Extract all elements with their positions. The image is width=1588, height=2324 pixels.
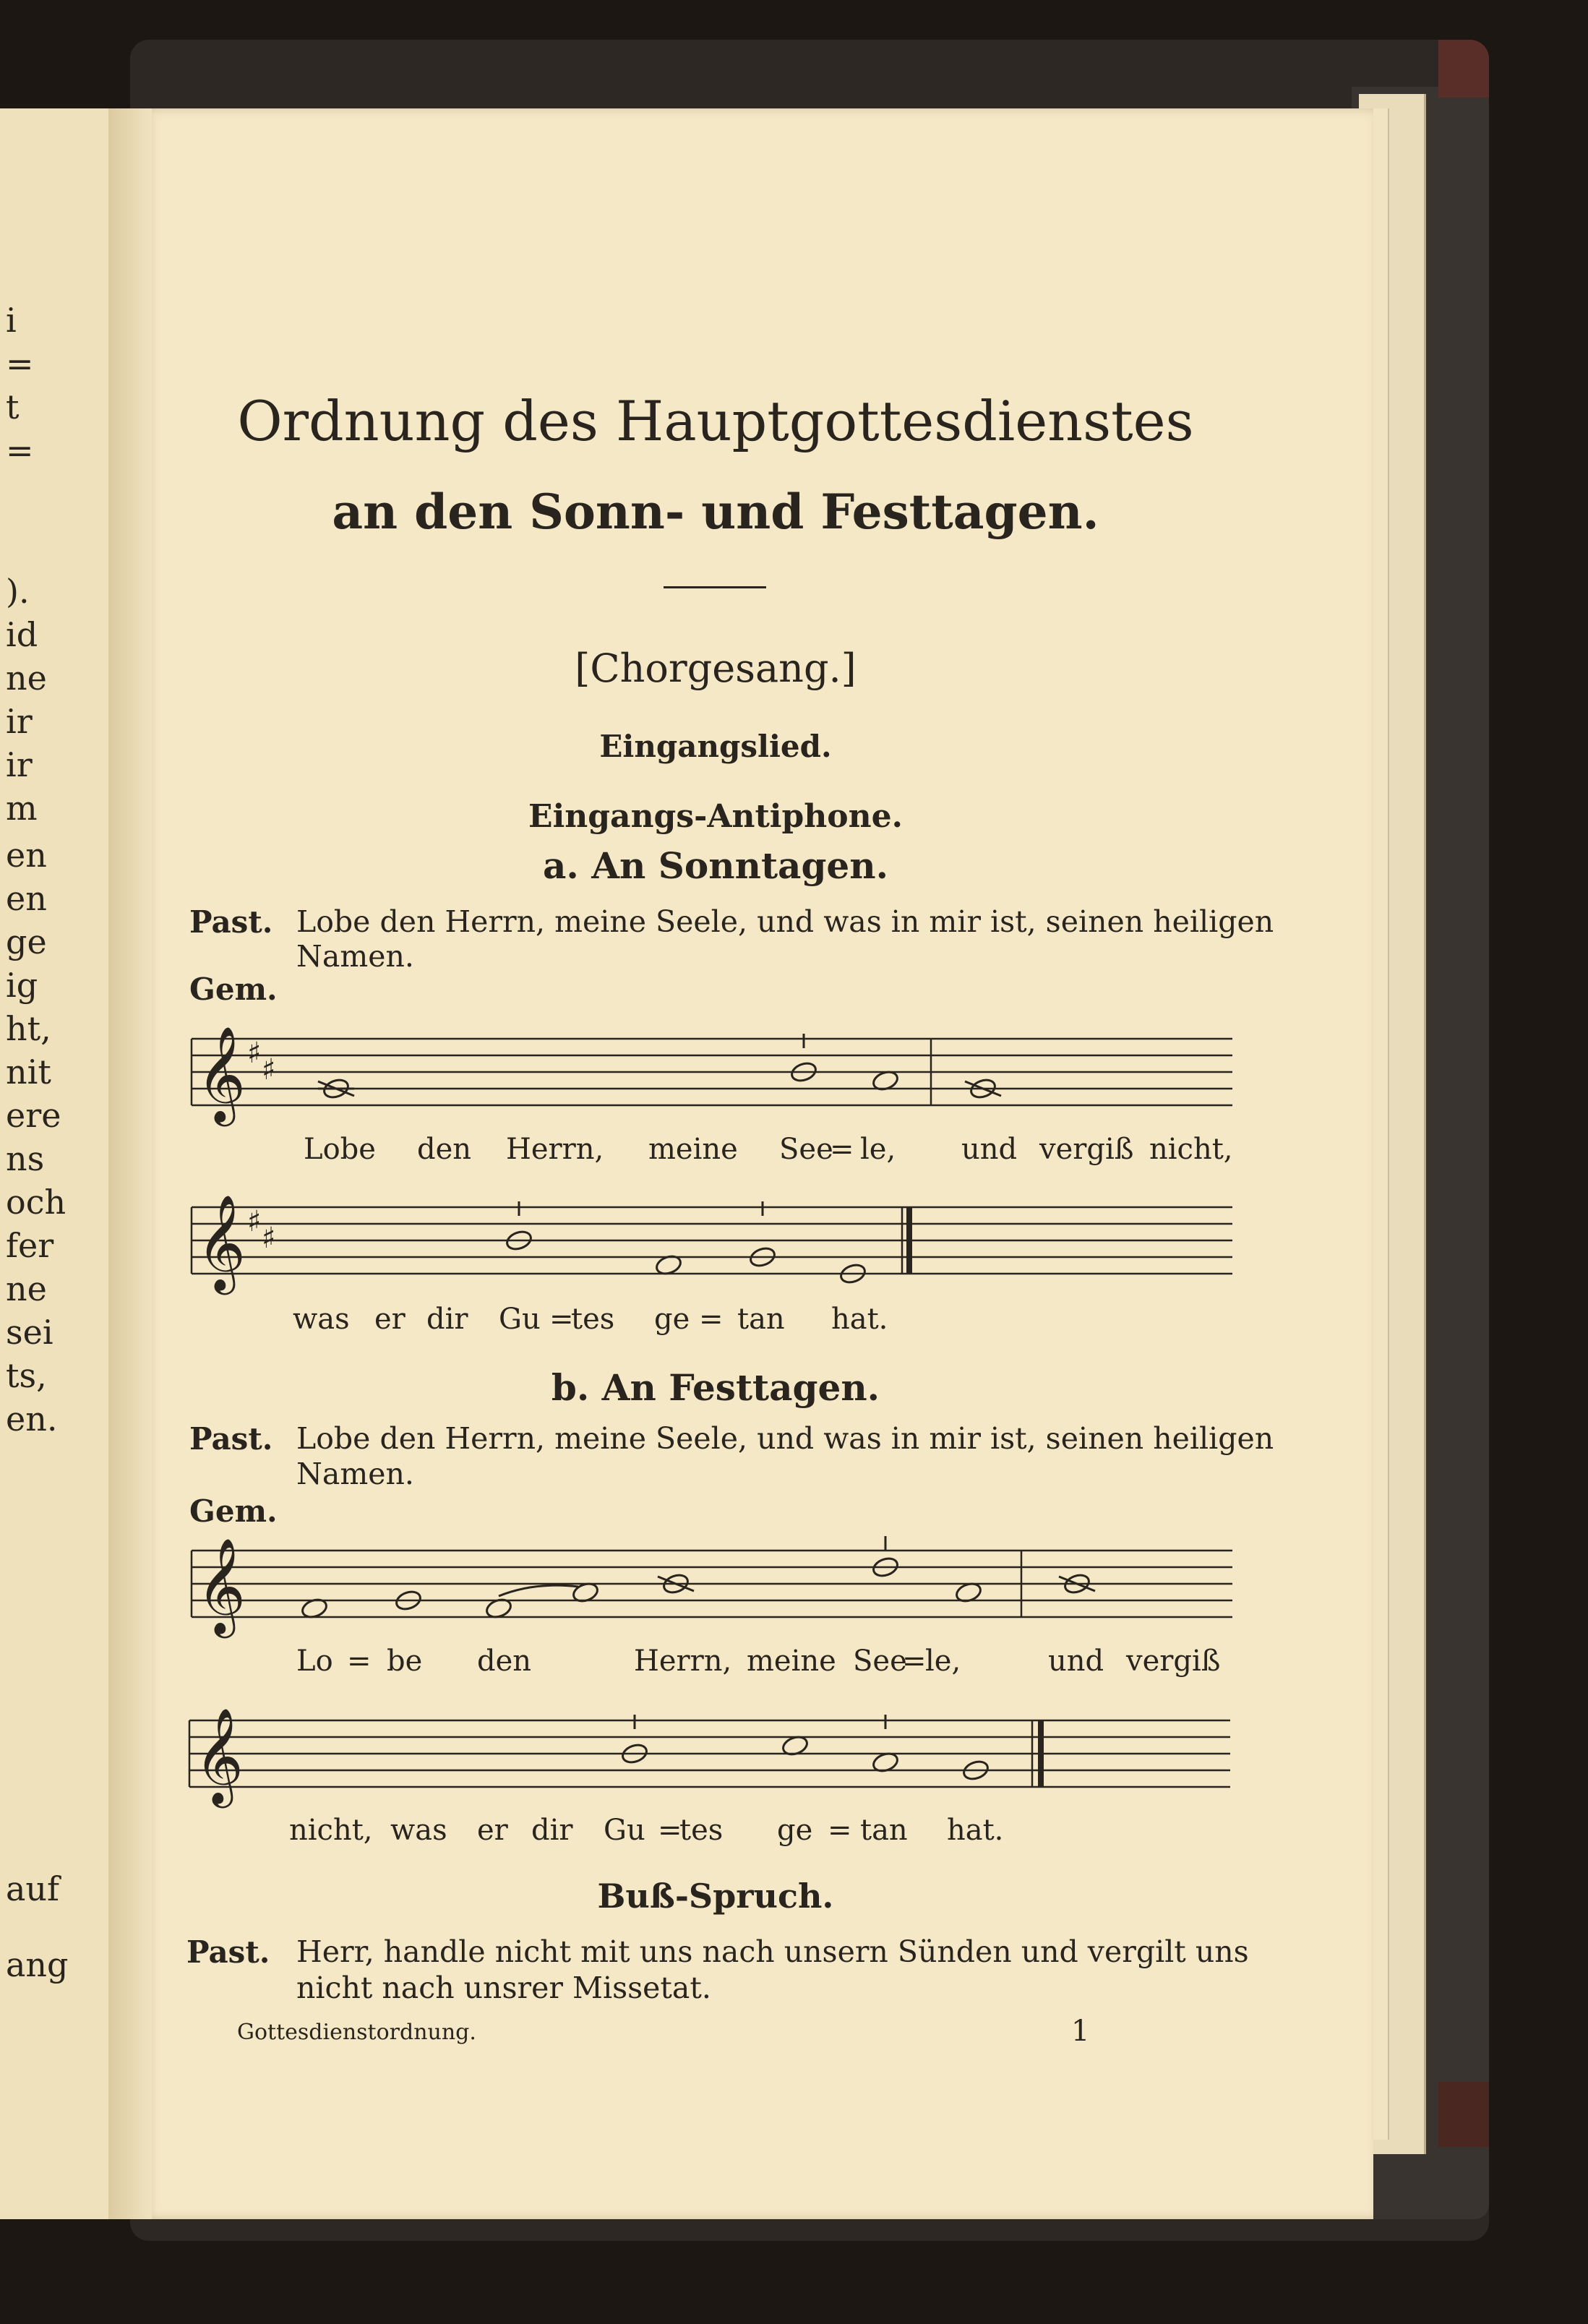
pastor-text-line: Namen. [296,1457,414,1491]
footer-signature: Gottesdienstordnung. [237,2020,476,2045]
left-page-fragment: ne [6,659,47,698]
lyric-syllable: tan [737,1303,785,1336]
lyric-syllable: = [699,1303,724,1336]
lyric-syllable: = [549,1303,574,1336]
left-page-fragment: ir [6,702,33,741]
left-page-fragment: och [6,1183,66,1222]
lyric-syllable: le, [925,1645,961,1678]
left-page-fragment: ang [6,1945,69,1984]
left-page-fragment: ts, [6,1356,47,1395]
treble-clef-icon: 𝄞 [197,1538,246,1634]
antiphon-heading: Eingangs-Antiphone. [528,798,903,835]
lyric-syllable: meine [648,1133,738,1166]
sharp-icon: ♯ [262,1053,276,1086]
lyric-syllable: tes [679,1814,724,1847]
left-page-fragment: ir [6,745,33,784]
pastor-label: Past. [189,904,273,940]
left-page-fragment: en. [6,1399,58,1438]
lyric-syllable: be [387,1645,423,1678]
lyric-syllable: meine [747,1645,836,1678]
entrance-hymn-heading: Eingangslied. [599,729,832,764]
lyric-syllable: nicht, [289,1814,373,1847]
lyric-syllable: = [830,1133,854,1166]
lyric-syllable: er [374,1303,405,1336]
lyric-syllable: ge [777,1814,813,1847]
staff-a2 [192,1207,1232,1274]
lyric-syllable: er [477,1814,508,1847]
pastor-text-line: Lobe den Herrn, meine Seele, und was in mir ist, seinen heiligen [296,1421,1274,1456]
lyric-syllable: le, [860,1133,896,1166]
lyric-syllable: und [1048,1645,1104,1678]
lyric-syllable: hat. [831,1303,888,1336]
lyric-syllable: hat. [947,1814,1004,1847]
staff-a1 [192,1039,1232,1105]
lyric-syllable: was [390,1814,447,1847]
treble-clef-icon: 𝄞 [197,1026,246,1123]
page-title: Ordnung des Hauptgottesdienstes [237,389,1194,453]
lyric-syllable: und [961,1133,1018,1166]
lyric-syllable: = [347,1645,372,1678]
left-page-fragment: ge [6,922,47,961]
pastor-label: Past. [189,1421,273,1457]
left-page-fragment: ht, [6,1009,51,1048]
lyric-syllable: See [853,1645,907,1678]
page-number: 1 [1071,2015,1090,2048]
lyric-syllable: ge [654,1303,690,1336]
left-page-fragment: = [6,431,34,470]
left-page-fragment: i [6,301,17,340]
congregation-label: Gem. [189,1493,278,1529]
left-page-fragment: fer [6,1226,54,1265]
lyric-syllable: Herrn, [634,1645,732,1678]
left-page-fragment: t [6,387,20,426]
staff-b2 [189,1720,1230,1787]
lyric-syllable: vergiß [1126,1645,1221,1678]
page-subtitle: an den Sonn- und Festtagen. [332,484,1099,540]
pastor-text-line: Lobe den Herrn, meine Seele, und was in mir ist, seinen heiligen [296,904,1274,939]
lyric-syllable: Gu [604,1814,645,1847]
left-page-fragment: = [6,344,34,383]
left-page-fragment: ns [6,1139,45,1178]
lyric-syllable: See [779,1133,833,1166]
lyric-syllable: = [658,1814,682,1847]
pastor-text-line: Namen. [296,939,414,974]
lyric-syllable: was [293,1303,350,1336]
section-a-heading: a. An Sonntagen. [543,844,888,887]
choral-heading: [Chorgesang.] [575,646,857,691]
lyric-syllable: vergiß [1039,1133,1134,1166]
left-page-fragment: ig [6,966,38,1005]
lyric-syllable: dir [426,1303,468,1336]
lyric-syllable: den [417,1133,472,1166]
left-page-fragment: ). [6,572,30,611]
lyric-syllable: dir [531,1814,573,1847]
treble-clef-icon: 𝄞 [197,1194,246,1291]
left-page-fragment: nit [6,1052,51,1092]
left-page-fragment: ne [6,1269,47,1308]
sharp-icon: ♯ [247,1037,262,1070]
lyric-syllable: Lobe [304,1133,376,1166]
left-page-fragment: auf [6,1869,60,1908]
left-page-fragment: ere [6,1096,61,1135]
lyric-syllable: = [902,1645,927,1678]
left-page-fragment: en [6,836,47,875]
penitence-text-line: nicht nach unsrer Missetat. [296,1971,711,2005]
lyric-syllable: den [477,1645,532,1678]
penitence-text-line: Herr, handle nicht mit uns nach unsern Sünden und vergilt uns [296,1934,1249,1969]
lyric-syllable: Herrn, [506,1133,604,1166]
left-page-fragment: id [6,615,38,654]
left-page-fragment: en [6,879,47,918]
pastor-label: Past. [186,1934,270,1970]
congregation-label: Gem. [189,972,278,1007]
section-b-heading: b. An Festtagen. [551,1366,880,1409]
sharp-icon: ♯ [247,1205,262,1238]
lyric-syllable: tan [860,1814,908,1847]
penitence-heading: Buß-Spruch. [597,1877,834,1916]
lyric-syllable: tes [571,1303,615,1336]
lyric-syllable: Lo [296,1645,333,1678]
lyric-syllable: nicht, [1149,1133,1233,1166]
sharp-icon: ♯ [262,1222,276,1255]
lyric-syllable: = [828,1814,852,1847]
left-page-fragment: sei [6,1313,53,1352]
treble-clef-icon: 𝄞 [194,1707,244,1804]
left-page-fragment: m [6,789,38,828]
lyric-syllable: Gu [499,1303,541,1336]
